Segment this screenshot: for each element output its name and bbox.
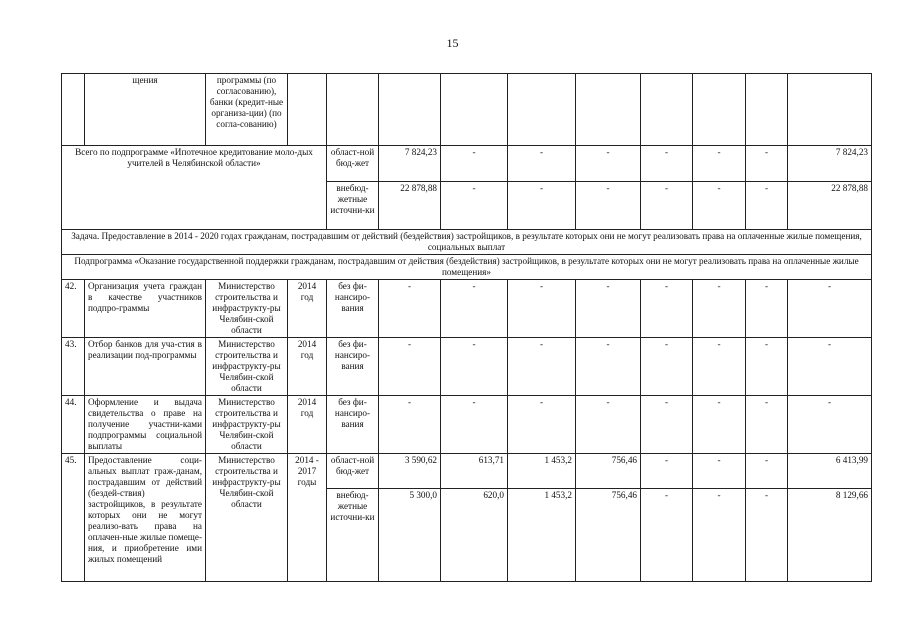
table-row xyxy=(62,280,872,338)
cell-year: 2014 год xyxy=(288,280,327,338)
cell-dash: - xyxy=(508,338,576,396)
cell-value: 756,46 xyxy=(576,454,641,489)
cell-dash: - xyxy=(641,489,693,582)
table-row xyxy=(62,396,872,454)
cell-total: 7 824,23 xyxy=(788,146,872,182)
cell-dash: - xyxy=(508,146,576,182)
cell-dash: - xyxy=(441,146,508,182)
cell-dash: - xyxy=(641,182,693,230)
subtotal-label: Всего по подпрограмме «Ипотечное кредитование моло-дых учителей в Челябинской области» xyxy=(62,146,327,230)
cell-dash: - xyxy=(746,454,788,489)
program-table xyxy=(61,73,872,582)
cell-name: Оформление и выдача свидетельства о праве на получение участни-ками подпрограммы социальной выплаты xyxy=(85,396,206,454)
cell-dash: - xyxy=(576,396,641,454)
cell-dash: - xyxy=(508,182,576,230)
table-row xyxy=(62,74,872,146)
cell-dash: - xyxy=(641,146,693,182)
task-heading: Задача. Предоставление в 2014 - 2020 годах гражданам, пострадавшим от действий (бездействия) застройщиков, в результате которых они не могут реализовать права на оплаченные жилые помещения, социальных выплат xyxy=(62,230,872,255)
cell-dash: - xyxy=(746,182,788,230)
cell-dash: - xyxy=(746,489,788,582)
subprogram-heading: Подпрограмма «Оказание государственной поддержки гражданам, пострадавшим от действия (бездействия) застройщиков, в результате которых они не могут реализовать права на оплаченные жилые помещения» xyxy=(62,255,872,280)
cell-value: 3 590,62 xyxy=(379,454,441,489)
cell-value: 756,46 xyxy=(576,489,641,582)
cell-dash: - xyxy=(788,338,872,396)
cell-dash: - xyxy=(441,338,508,396)
cell-source: без фи-нансиро-вания xyxy=(327,338,379,396)
cell-dash: - xyxy=(693,396,746,454)
table-row xyxy=(62,454,872,489)
cell-dash: - xyxy=(693,146,746,182)
cell-dash: - xyxy=(641,280,693,338)
cell-name: Организация учета граждан в качестве участников подпро-граммы xyxy=(85,280,206,338)
table-row xyxy=(62,338,872,396)
cell-dash: - xyxy=(693,280,746,338)
cell-value: 5 300,0 xyxy=(379,489,441,582)
table-row xyxy=(62,146,872,182)
cell-dash: - xyxy=(576,182,641,230)
cell-total: 8 129,66 xyxy=(788,489,872,582)
cell-source: без фи-нансиро-вания xyxy=(327,396,379,454)
cell-dash: - xyxy=(746,338,788,396)
cell-executor: Министерство строительства и инфраструкту-ры Челябин-ской области xyxy=(206,338,288,396)
cell-name: Отбор банков для уча-стия в реализации под-программы xyxy=(85,338,206,396)
cell-value: 613,71 xyxy=(441,454,508,489)
page-number: 15 xyxy=(446,36,459,50)
cell-source: област-ной бюд-жет xyxy=(327,146,379,182)
cell-value: 1 453,2 xyxy=(508,454,576,489)
cell-executor: Министерство строительства и инфраструкту-ры Челябин-ской области xyxy=(206,454,288,582)
cell-total: 22 878,88 xyxy=(788,182,872,230)
cell-dash: - xyxy=(441,396,508,454)
cell-dash: - xyxy=(788,280,872,338)
cell-dash: - xyxy=(693,182,746,230)
cell-dash: - xyxy=(641,454,693,489)
cell-dash: - xyxy=(379,396,441,454)
cell-dash: - xyxy=(441,182,508,230)
cell-executor: программы (по согласованию), банки (кредит-ные организа-ции) (по согла-сованию) xyxy=(206,74,288,146)
cell-total: 6 413,99 xyxy=(788,454,872,489)
cell-value: 620,0 xyxy=(441,489,508,582)
cell-dash: - xyxy=(788,396,872,454)
cell-dash: - xyxy=(379,280,441,338)
cell-value: 1 453,2 xyxy=(508,489,576,582)
cell-dash: - xyxy=(746,396,788,454)
table-row xyxy=(62,230,872,255)
cell-name: Предоставление соци-альных выплат граж-данам, пострадавшим от действий (бездей-ствия) застройщиков, в результате которых они не могут реализо-вать права на оплачен-ные жилые помеще-ния, и приобретение ими жилых помещений xyxy=(85,454,206,582)
cell-source: без фи-нансиро-вания xyxy=(327,280,379,338)
cell-dash: - xyxy=(693,338,746,396)
cell-name: щения xyxy=(85,74,206,146)
cell-executor: Министерство строительства и инфраструкту-ры Челябин-ской области xyxy=(206,280,288,338)
cell-value: 22 878,88 xyxy=(379,182,441,230)
cell-executor: Министерство строительства и инфраструкту-ры Челябин-ской области xyxy=(206,396,288,454)
cell-dash: - xyxy=(441,280,508,338)
cell-source: внебюд-жетные источни-ки xyxy=(327,489,379,582)
cell-dash: - xyxy=(576,146,641,182)
cell-year: 2014 год xyxy=(288,396,327,454)
cell-dash: - xyxy=(508,396,576,454)
cell-dash: - xyxy=(508,280,576,338)
cell-source: област-ной бюд-жет xyxy=(327,454,379,489)
cell-dash: - xyxy=(746,280,788,338)
cell-dash: - xyxy=(641,396,693,454)
cell-num: 43. xyxy=(62,338,85,396)
cell-dash: - xyxy=(576,338,641,396)
cell-num: 44. xyxy=(62,396,85,454)
cell-value: 7 824,23 xyxy=(379,146,441,182)
cell-dash: - xyxy=(576,280,641,338)
cell-source: внебюд-жетные источни-ки xyxy=(327,182,379,230)
cell-num: 42. xyxy=(62,280,85,338)
cell-dash: - xyxy=(693,489,746,582)
cell-year: 2014 - 2017 годы xyxy=(288,454,327,582)
cell-dash: - xyxy=(693,454,746,489)
cell-dash: - xyxy=(379,338,441,396)
cell-dash: - xyxy=(746,146,788,182)
cell-year: 2014 год xyxy=(288,338,327,396)
cell-num: 45. xyxy=(62,454,85,582)
table-row xyxy=(62,255,872,280)
cell-dash: - xyxy=(641,338,693,396)
